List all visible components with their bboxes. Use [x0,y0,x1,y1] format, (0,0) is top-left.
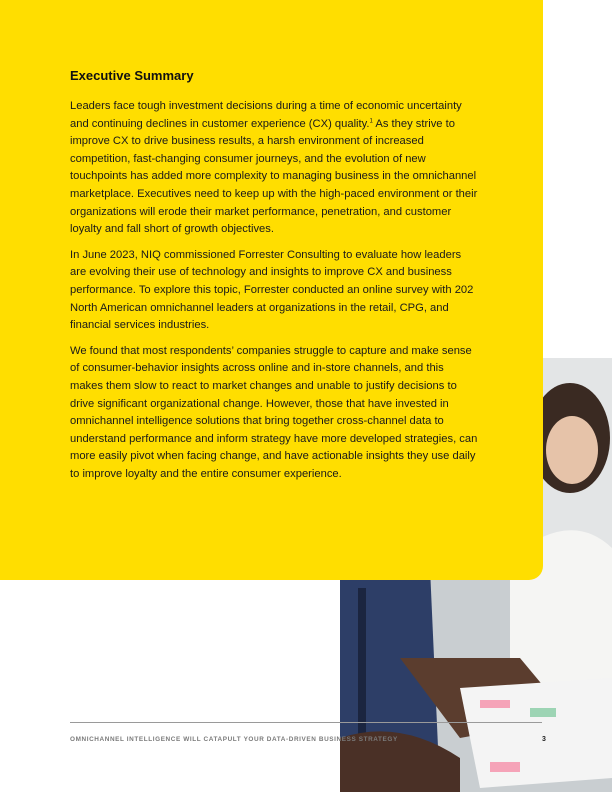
footer-title: OMNICHANNEL INTELLIGENCE WILL CATAPULT YOUR DATA-DRIVEN BUSINESS STRATEGY [70,736,398,743]
footnote-marker: 1 [369,117,373,124]
paragraph-methodology: In June 2023, NIQ commissioned Forrester Consulting to evaluate how leaders are evolving their use of technology and insights to improve CX and business performance. To explore this topic, Forrester conducted an online survey with 202 North American omnichannel leaders at organizations in the retail, CPG, and financial services industries. [70,248,474,332]
section-heading: Executive Summary [70,68,194,83]
paragraph-intro-rest: As they strive to improve CX to drive business results, a harsh environment of increased competition, fast-changing consumer journeys, and the evolution of new touchpoints has added more complexity to managing business in the omnichannel marketplace. Executives need to keep up with the high-paced environment or their organizations will erode their market performance, penetration, and customer loyalty and fall short of growth objectives. [70,117,478,236]
footer-divider [70,722,542,723]
page-number: 3 [542,736,546,743]
paragraph-intro-text: Leaders face tough investment decisions during a time of economic uncertainty and continuing declines in customer experience (CX) quality. [70,100,462,130]
paragraph-findings: We found that most respondents’ companies struggle to capture and make sense of consumer-behavior insights across online and in-store channels, and this makes them slow to react to market changes and unable to justify decisions to drive significant organizational change. However, those that have invested in omnichannel intelligence solutions that bring together cross-channel data to understand performance and inform strategy have more developed strategies, can more easily pivot when facing change, and have actionable insights they use daily to improve loyalty and the entire consumer experience. [70,344,478,480]
paragraph-intro [70,98,478,239]
summary-body [70,98,478,491]
